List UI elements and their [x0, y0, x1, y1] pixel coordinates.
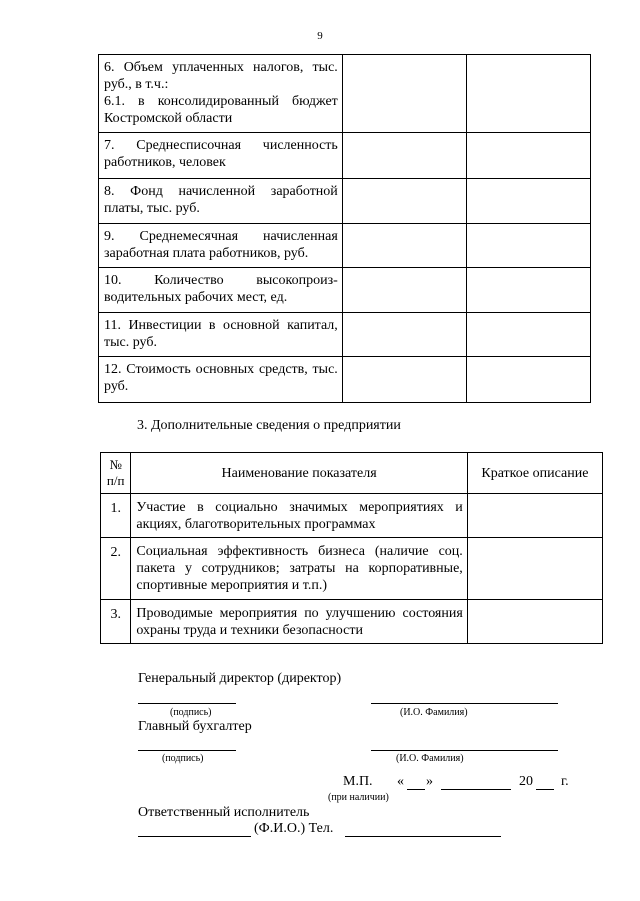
value-cell[interactable]: [467, 55, 591, 133]
value-cell[interactable]: [342, 55, 467, 133]
value-cell[interactable]: [342, 268, 467, 313]
value-cell[interactable]: [342, 224, 467, 268]
value-cell[interactable]: [467, 179, 591, 224]
row-number: 1.: [101, 494, 131, 538]
responsible-name-line[interactable]: [138, 836, 251, 837]
director-label: Генеральный директор (директор): [138, 671, 342, 686]
year-prefix: 20: [519, 774, 533, 789]
accountant-signature-line[interactable]: [138, 750, 236, 751]
section-title: 3. Дополнительные сведения о предприятии: [137, 418, 401, 433]
date-quote-close: »: [426, 774, 433, 789]
name-caption: (И.О. Фамилия): [400, 707, 468, 718]
header-name: Наименование показателя: [131, 453, 467, 494]
value-cell[interactable]: [467, 133, 591, 179]
phone-line[interactable]: [345, 836, 501, 837]
signature-caption: (подпись): [162, 753, 204, 764]
row-number: 2.: [101, 538, 131, 600]
date-year-line[interactable]: [536, 789, 554, 790]
table-row: [99, 224, 591, 268]
row-name: Участие в социально значимых мероприятиях и акциях, благотворительных программах: [131, 494, 467, 538]
row-name: Проводимые мероприятия по улучшению состояния охраны труда и техники безопасности: [131, 600, 467, 644]
header-number: № п/п: [101, 453, 131, 494]
date-quote-open: «: [397, 774, 404, 789]
description-cell[interactable]: [467, 600, 602, 644]
year-suffix: г.: [561, 774, 569, 789]
row-label: 9. Среднемесячная начисленная заработная плата работников, руб.: [99, 224, 343, 268]
accountant-name-line[interactable]: [371, 750, 558, 751]
responsible-label: Ответственный исполнитель: [138, 805, 310, 820]
row-label: 7. Среднесписочная численность работников, человек: [99, 133, 343, 179]
value-cell[interactable]: [467, 224, 591, 268]
director-signature-line[interactable]: [138, 703, 236, 704]
date-day-line[interactable]: [407, 789, 425, 790]
table-row: [99, 55, 591, 133]
value-cell[interactable]: [467, 313, 591, 357]
additional-info-table: [100, 452, 603, 644]
table-row: [101, 600, 603, 644]
page-number: 9: [317, 30, 323, 42]
value-cell[interactable]: [467, 268, 591, 313]
row-name: Социальная эффективность бизнеса (наличие соц. пакета у сотрудников; затраты на корпоративные, спортивные мероприятия и т.п.): [131, 538, 467, 600]
director-name-line[interactable]: [371, 703, 558, 704]
description-cell[interactable]: [467, 538, 602, 600]
table-row: [99, 313, 591, 357]
table-row: [99, 179, 591, 224]
signature-caption: (подпись): [170, 707, 212, 718]
row-label: 6. Объем уплаченных налогов, тыс. руб., в т.ч.: 6.1. в консолидированный бюджет Костромской области: [99, 55, 343, 133]
name-caption: (И.О. Фамилия): [396, 753, 464, 764]
row-label: 12. Стоимость основных средств, тыс. руб.: [99, 357, 343, 403]
stamp-note: (при наличии): [328, 792, 389, 803]
table-row: [101, 494, 603, 538]
row-label: 11. Инвестиции в основной капитал, тыс. руб.: [99, 313, 343, 357]
value-cell[interactable]: [467, 357, 591, 403]
stamp-label: М.П.: [343, 774, 373, 789]
row-label: 10. Количество высокопроиз-водительных рабочих мест, ед.: [99, 268, 343, 313]
row-number: 3.: [101, 600, 131, 644]
table-row: [99, 357, 591, 403]
value-cell[interactable]: [342, 179, 467, 224]
indicators-table: [98, 54, 591, 403]
table-row: [99, 133, 591, 179]
value-cell[interactable]: [342, 313, 467, 357]
description-cell[interactable]: [467, 494, 602, 538]
value-cell[interactable]: [342, 357, 467, 403]
table-row: [99, 268, 591, 313]
row-label: 8. Фонд начисленной заработной платы, тыс. руб.: [99, 179, 343, 224]
value-cell[interactable]: [342, 133, 467, 179]
fio-phone-label: (Ф.И.О.) Тел.: [254, 821, 334, 836]
header-description: Краткое описание: [467, 453, 602, 494]
date-month-line[interactable]: [441, 789, 511, 790]
table-header-row: [101, 453, 603, 494]
accountant-label: Главный бухгалтер: [138, 719, 252, 734]
table-row: [101, 538, 603, 600]
